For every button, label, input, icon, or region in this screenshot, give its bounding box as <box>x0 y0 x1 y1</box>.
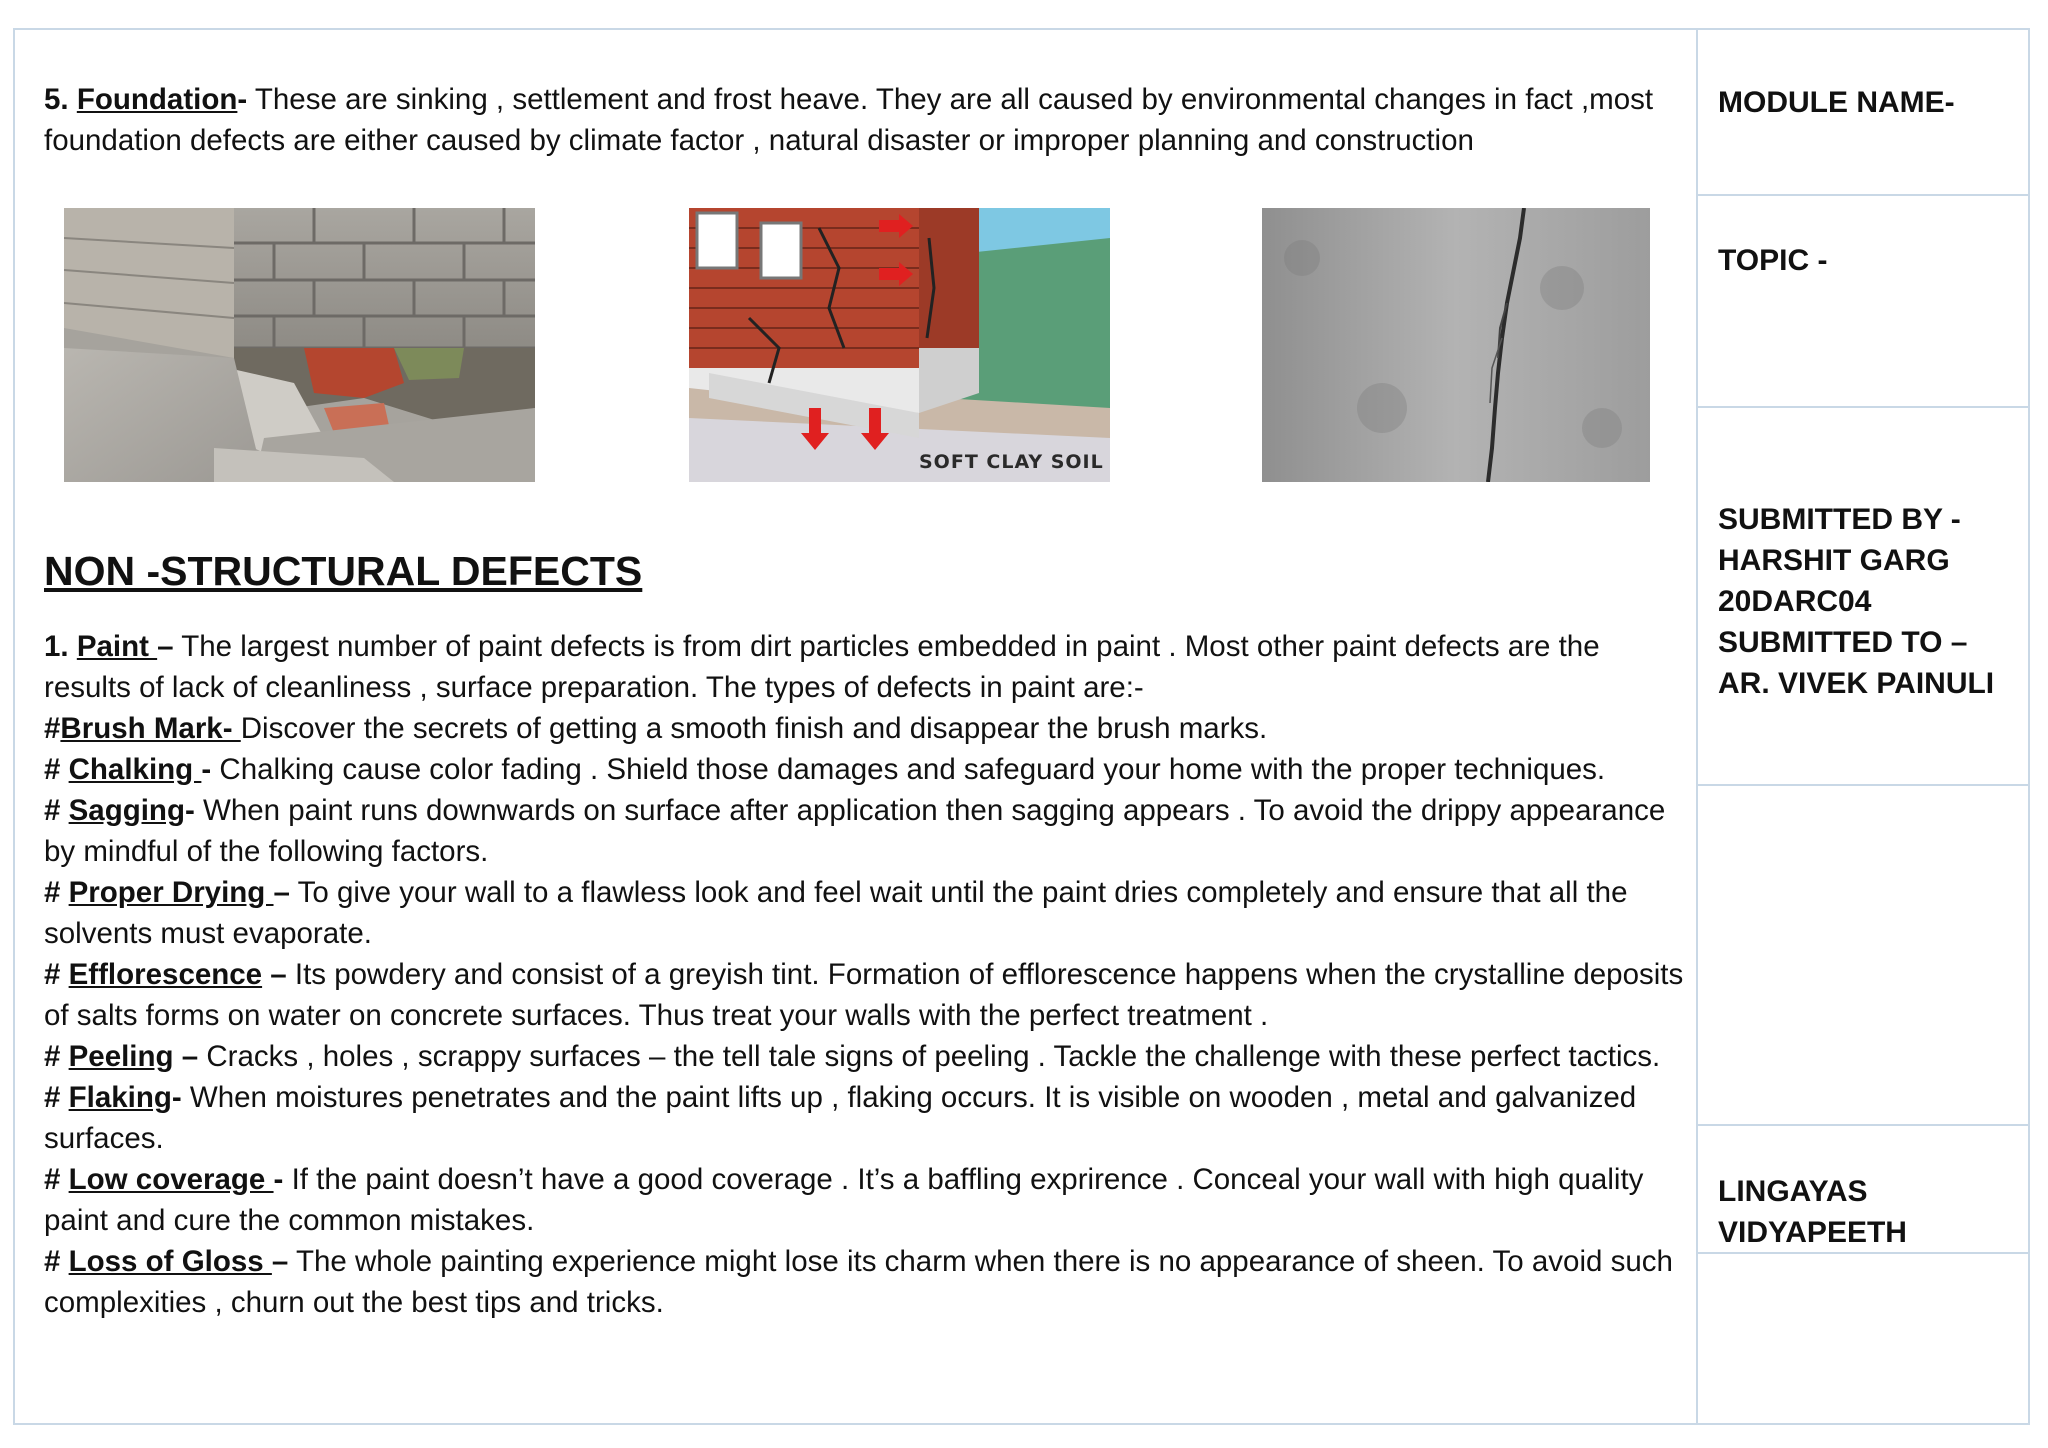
module-name-label: MODULE NAME- <box>1718 86 1955 119</box>
defect-title: Brush Mark- <box>60 712 241 745</box>
defect-title: Flaking <box>68 1081 172 1114</box>
defect-item <box>44 1077 1684 1159</box>
submitted-by-label: SUBMITTED BY - <box>1718 503 1961 536</box>
defect-dash: – <box>262 958 287 991</box>
topic-label: TOPIC - <box>1718 244 1828 277</box>
defect-hash: # <box>44 794 69 827</box>
section-heading: NON -STRUCTURAL DEFECTS <box>44 548 643 594</box>
empty-cell-bottom <box>1698 1254 2030 1423</box>
defect-item <box>44 790 1684 872</box>
defect-text: When moistures penetrates and the paint lifts up , flaking occurs. It is visible on wooden , metal and galvanized surfaces. <box>44 1081 1637 1155</box>
topic-cell <box>1698 196 2030 408</box>
defect-hash: # <box>44 1245 69 1278</box>
defect-title: Proper Drying <box>68 876 274 909</box>
defect-text: If the paint doesn’t have a good coverage . It’s a baffling exprirence . Conceal your wall with high quality paint and cure the common mistakes. <box>44 1163 1644 1237</box>
paint-number: 1. <box>44 630 77 663</box>
paint-paragraph <box>44 626 1684 708</box>
defect-hash: # <box>44 876 69 909</box>
defects-body <box>44 626 1684 1323</box>
submitted-to-label: SUBMITTED TO – <box>1718 626 1968 659</box>
foundation-number: 5. <box>44 83 77 116</box>
paint-text: The largest number of paint defects is from dirt particles embedded in paint . Most other paint defects are the results of lack of cleanliness , surface preparation. The types of defects in paint are:- <box>44 630 1600 704</box>
defect-title: Peeling <box>68 1040 174 1073</box>
defect-hash: # <box>44 1040 69 1073</box>
defect-item <box>44 954 1684 1036</box>
defect-dash: – <box>273 876 290 909</box>
defect-text: Cracks , holes , scrappy surfaces – the tell tale signs of peeling . Tackle the challenge with these perfect tactics. <box>198 1040 1661 1073</box>
instructor-name: AR. VIVEK PAINULI <box>1718 667 1995 700</box>
title-block <box>1696 28 2030 1425</box>
defect-dash: - <box>171 1081 182 1114</box>
foundation-text: These are sinking , settlement and frost heave. They are all caused by environmental changes in fact ,most foundation defects are either caused by climate factor , natural disaster or improper planning and construction <box>44 83 1654 157</box>
student-name: HARSHIT GARG <box>1718 544 1950 577</box>
module-name-cell <box>1698 28 2030 196</box>
soft-clay-soil-diagram <box>689 208 1110 482</box>
foundation-images <box>44 208 1684 482</box>
foundation-title: Foundation <box>76 83 238 116</box>
paint-title: Paint <box>76 630 158 663</box>
defect-text: Its powdery and consist of a greyish tint. Formation of efflorescence happens when the crystalline deposits of salts forms on water on concrete surfaces. Thus treat your walls with the perfect treatment . <box>44 958 1684 1032</box>
defect-hash: # <box>44 753 69 786</box>
defect-title: Efflorescence <box>68 958 263 991</box>
defect-item <box>44 749 1684 790</box>
submission-cell <box>1698 408 2030 786</box>
defect-hash: # <box>44 958 69 991</box>
institute-name-line1: LINGAYAS <box>1718 1175 1868 1208</box>
defect-dash: - <box>201 753 212 786</box>
defect-title: Chalking <box>68 753 202 786</box>
defect-dash: - <box>273 1163 284 1196</box>
defect-dash: - <box>184 794 195 827</box>
defect-item <box>44 1241 1684 1323</box>
defect-dash: – <box>271 1245 289 1278</box>
defect-item <box>44 872 1684 954</box>
defect-title: Low coverage <box>68 1163 274 1196</box>
institute-name-line2: VIDYAPEETH <box>1718 1216 1907 1249</box>
defect-text: Discover the secrets of getting a smooth finish and disappear the brush marks. <box>240 712 1268 745</box>
defect-title: Sagging <box>68 794 185 827</box>
institute-cell <box>1698 1126 2030 1254</box>
defect-item <box>44 708 1684 749</box>
defect-text: The whole painting experience might lose its charm when there is no appearance of sheen. To avoid such complexities , churn out the best tips and tricks. <box>44 1245 1673 1319</box>
defect-text: Chalking cause color fading . Shield those damages and safeguard your home with the proper techniques. <box>211 753 1606 786</box>
foundation-paragraph <box>44 79 1684 161</box>
defect-hash: # <box>44 712 61 745</box>
defect-text: To give your wall to a flawless look and feel wait until the paint dries completely and ensure that all the solvents must evaporate. <box>44 876 1628 950</box>
defect-hash: # <box>44 1163 69 1196</box>
defect-hash: # <box>44 1081 69 1114</box>
wall-crack-photo <box>1262 208 1650 482</box>
empty-cell <box>1698 786 2030 1126</box>
defect-dash: – <box>173 1040 199 1073</box>
foundation-dash: - <box>237 83 248 116</box>
defect-item <box>44 1159 1684 1241</box>
defect-item <box>44 1036 1684 1077</box>
defect-title: Loss of Gloss <box>68 1245 272 1278</box>
defect-text: When paint runs downwards on surface after application then sagging appears . To avoid the drippy appearance by mindful of the following factors. <box>44 794 1666 868</box>
paint-dash: – <box>157 630 174 663</box>
student-id: 20DARC04 <box>1718 585 1872 618</box>
foundation-damage-photo <box>64 208 535 482</box>
diagram-label: SOFT CLAY SOIL <box>919 451 1104 473</box>
